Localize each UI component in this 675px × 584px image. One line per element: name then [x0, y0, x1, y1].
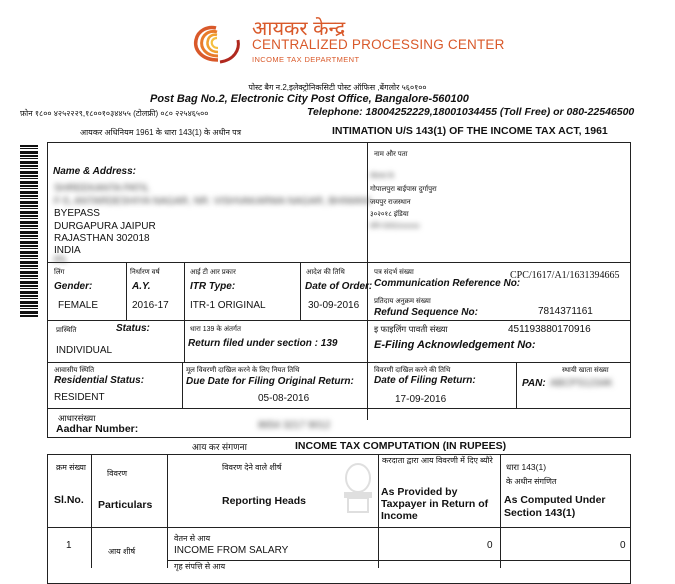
due-value: 05-08-2016 [258, 393, 310, 404]
comm-value: CPC/1617/A1/1631394665 [510, 270, 620, 281]
ay-value: 2016-17 [132, 300, 169, 311]
logo-hindi-name: आयकर केन्द्र [252, 18, 346, 40]
hindi-line-4: ३०२०१८ इंडिया [370, 211, 409, 218]
refund-value: 7814371161 [538, 306, 593, 317]
intimation-title: INTIMATION U/S 143(1) OF THE INCOME TAX ACT, 1961 [332, 125, 608, 137]
status-value: INDIVIDUAL [56, 345, 113, 356]
col-heads-hindi: विवरण देने वाले शीर्ष [222, 463, 282, 472]
hindi-line-1: शैलजा के [370, 173, 394, 180]
comm-label: Communication Reference No: [374, 278, 521, 289]
doo-label: Date of Order: [305, 281, 373, 292]
col-computed-hindi-1: धारा 143(1) [506, 462, 547, 472]
aadhar-value: 8654 3217 9012 [258, 420, 331, 431]
address-line-3: BYEPASS [54, 208, 100, 219]
section-hindi: धारा 139 के अंतर्गत [190, 326, 241, 333]
gender-hindi: लिंग [54, 269, 65, 276]
dof-value: 17-09-2016 [395, 394, 447, 405]
itr-hindi: आई टी आर प्रकार [190, 269, 236, 276]
col-sl-hindi: क्रम संख्या [56, 463, 86, 472]
name-address-label: Name & Address: [53, 166, 136, 177]
computation-title: INCOME TAX COMPUTATION (IN RUPEES) [295, 440, 507, 452]
barcode [20, 145, 38, 317]
pan-value: ABCPS1234K [550, 378, 613, 389]
phone-line: Telephone: 18004252229,18001034455 (Toll Free) or 080-22546500 [307, 106, 635, 118]
efiling-hindi: इ फाइलिंग पावती संख्या [374, 324, 448, 334]
phone-hindi: फ़ोन १८०० ४२५२२२९,१८००१०३४४५५ (टोलफ्री) ०८० २२५४६५०० [20, 109, 209, 118]
col-part-hindi: विवरण [107, 469, 128, 478]
col-computed: As Computed Under Section 143(1) [504, 494, 606, 519]
dof-hindi: विवरणी दाखिल करने की तिथि [374, 367, 451, 374]
col-taxpayer-hindi: करदाता द्वारा आय विवरणी में दिए ब्यौरे [382, 456, 493, 465]
refund-label: Refund Sequence No: [374, 307, 478, 318]
address-line-7: Ph [54, 255, 67, 266]
row-1-head-hindi: वेतन से आय [174, 534, 211, 543]
act-hindi: आयकर अधिनियम 1961 के धारा 143(1) के अधीन पत्र [80, 128, 242, 137]
pan-label: PAN: [522, 378, 546, 389]
address-line-5: RAJASTHAN 302018 [54, 233, 150, 244]
address-line-4: DURGAPURA JAIPUR [54, 221, 156, 232]
address-line: Post Bag No.2, Electronic City Post Office, Bangalore-560100 [150, 93, 469, 105]
due-hindi: मूल विवरणी दाखिल करने के लिए नियत तिथि [186, 367, 300, 374]
hindi-line-3: जयपुर राजस्थान [370, 199, 411, 206]
row-1-sl: 1 [66, 540, 72, 551]
hindi-line-5: फ़ोन 9352xxxxxx [370, 223, 420, 230]
row-1-computed: 0 [620, 540, 626, 551]
col-heads: Reporting Heads [222, 495, 307, 507]
col-part: Particulars [98, 499, 153, 511]
row-1-particular-hindi: आय शीर्ष [108, 547, 136, 556]
comm-hindi: पत्र संदर्भ संख्या [374, 269, 414, 276]
ay-hindi: निर्धारण वर्ष [130, 269, 160, 276]
logo-org-name: CENTRALIZED PROCESSING CENTER [252, 37, 505, 52]
col-computed-hindi-2: के अधीन संगणित [506, 477, 557, 486]
hindi-line-2: गोपालपुरा बाईपास दुर्गापुरा [370, 186, 437, 193]
status-label: Status: [116, 323, 150, 334]
res-value: RESIDENT [54, 392, 105, 403]
cpc-logo-icon [190, 20, 248, 68]
aadhar-hindi: आधारसंख्या [58, 413, 96, 423]
address-line-1: SHREEKANTA PATIL [54, 183, 150, 194]
efiling-value: 451193880170916 [508, 324, 591, 335]
pan-hindi: स्थायी खाता संख्या [562, 367, 609, 374]
itr-value: ITR-1 ORIGINAL [190, 300, 266, 311]
status-hindi: प्रास्थिति [56, 327, 77, 334]
hindi-name-label: नाम और पता [374, 151, 408, 158]
efiling-label: E-Filing Acknowledgement No: [374, 339, 536, 351]
aadhar-label: Aadhar Number: [56, 423, 139, 435]
res-label: Residential Status: [54, 375, 145, 386]
row-1-taxpayer: 0 [487, 540, 493, 551]
dof-label: Date of Filing Return: [374, 375, 476, 386]
ay-label: A.Y. [132, 281, 151, 292]
address-line-6: INDIA [54, 245, 81, 256]
col-taxpayer: As Provided by Taxpayer in Return of Income [381, 486, 489, 522]
next-row-hindi: गृह संपत्ति से आय [174, 562, 226, 571]
address-line-2: F-5, ANTARDESHIYA NAGAR, NR. VISHVAKARMA NAGAR, BHIWANI [54, 196, 371, 207]
col-sl: Sl.No. [54, 494, 84, 506]
gender-value: FEMALE [58, 300, 99, 311]
gender-label: Gender: [54, 281, 93, 292]
logo-dept-name: INCOME TAX DEPARTMENT [252, 55, 360, 64]
address-hindi: पोस्ट बैग न.2,इलेक्ट्रोनिकसिटी पोस्ट ऑफिस ,बेंगलोर ५६०१०० [248, 83, 427, 92]
due-label: Due Date for Filing Original Return: [186, 376, 354, 387]
emblem-watermark-icon [336, 460, 380, 516]
itr-label: ITR Type: [190, 281, 236, 292]
doo-hindi: आदेश की तिथि [306, 269, 345, 276]
doo-value: 30-09-2016 [308, 300, 360, 311]
res-hindi: आवासीय स्थिति [54, 367, 95, 374]
section-label: Return filed under section : 139 [188, 338, 338, 349]
row-1-head: INCOME FROM SALARY [174, 545, 289, 556]
refund-hindi: प्रतिदाय अनुक्रम संख्या [374, 298, 431, 305]
computation-title-hindi: आय कर संगणना [192, 442, 247, 452]
